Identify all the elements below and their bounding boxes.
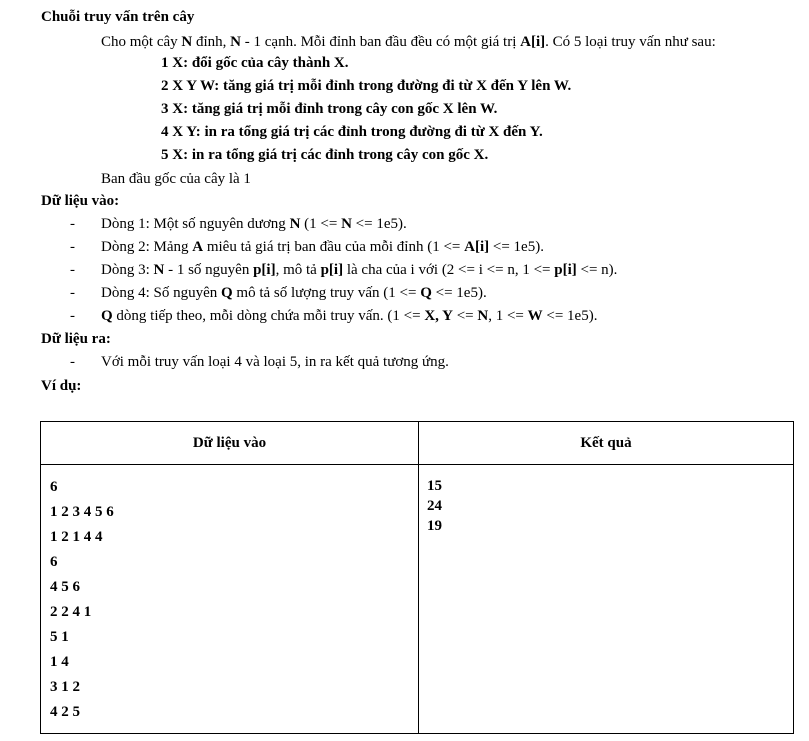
query-type-5: 5 X: in ra tổng giá trị các đỉnh trong cây con gốc X. xyxy=(161,147,489,163)
output-heading: Dữ liệu ra: xyxy=(41,331,111,347)
bullet-dash: - xyxy=(70,216,75,232)
input-line: 6 xyxy=(50,554,58,570)
input-line-2-desc xyxy=(101,237,544,257)
problem-title: Chuỗi truy vấn trên cây xyxy=(41,9,195,25)
text-bold: X, Y xyxy=(424,308,453,324)
example-heading: Ví dụ: xyxy=(41,378,82,394)
input-line: 1 2 3 4 5 6 xyxy=(50,504,114,520)
query-type-4: 4 X Y: in ra tổng giá trị các đỉnh trong đường đi từ X đến Y. xyxy=(161,124,543,140)
output-line: 24 xyxy=(427,498,442,514)
header-input: Dữ liệu vào xyxy=(41,422,419,465)
query-type-2: 2 X Y W: tăng giá trị mỗi đỉnh trong đường đi từ X đến Y lên W. xyxy=(161,78,572,94)
input-line: 3 1 2 xyxy=(50,679,80,695)
text-part: là cha của i với (2 <= i <= n, 1 <= xyxy=(343,262,555,278)
output-desc: Với mỗi truy vấn loại 4 và loại 5, in ra kết quả tương ứng. xyxy=(101,354,449,370)
intro-n-bold: N xyxy=(230,34,242,50)
initial-root-text: Ban đầu gốc của cây là 1 xyxy=(101,171,251,187)
text-part: Dòng 1: Một số nguyên dương xyxy=(101,216,290,232)
output-cell xyxy=(419,465,794,734)
query-type-1: 1 X: đổi gốc của cây thành X. xyxy=(161,55,349,71)
text-part: , 1 <= xyxy=(488,308,528,324)
intro-part: Cho một cây xyxy=(101,34,182,50)
text-bold: Q xyxy=(221,285,233,301)
text-part: <= 1e5). xyxy=(431,285,487,301)
query-type-3: 3 X: tăng giá trị mỗi đỉnh trong cây con gốc X lên W. xyxy=(161,101,498,117)
text-part: Dòng 2: Mảng xyxy=(101,239,193,255)
input-line: 1 2 1 4 4 xyxy=(50,529,103,545)
input-heading: Dữ liệu vào: xyxy=(41,193,120,209)
table-row xyxy=(41,465,794,734)
intro-text xyxy=(101,32,716,52)
text-bold: W xyxy=(527,308,543,324)
text-bold: N xyxy=(477,308,489,324)
input-lines xyxy=(41,465,418,725)
text-part: <= n). xyxy=(576,262,618,278)
intro-a-bold: A[i] xyxy=(520,34,546,50)
text-part: <= xyxy=(452,308,478,324)
text-part: Dòng 3: xyxy=(101,262,154,278)
example-table xyxy=(40,421,794,734)
input-line-3-desc xyxy=(101,260,617,280)
output-line: 19 xyxy=(427,518,442,534)
input-line: 6 xyxy=(50,479,58,495)
bullet-dash: - xyxy=(70,262,75,278)
output-line: 15 xyxy=(427,478,442,494)
text-part: , mô tả xyxy=(275,262,321,278)
input-line: 1 4 xyxy=(50,654,69,670)
input-line: 5 1 xyxy=(50,629,69,645)
input-line-5-desc xyxy=(101,306,597,326)
text-bold: Q xyxy=(420,285,432,301)
table-header-row xyxy=(41,422,794,465)
intro-n-bold: N xyxy=(181,34,193,50)
text-part: mô tả số lượng truy vấn (1 <= xyxy=(232,285,421,301)
text-part: <= 1e5). xyxy=(351,216,407,232)
text-bold: A[i] xyxy=(464,239,490,255)
text-bold: N xyxy=(289,216,301,232)
text-part: <= 1e5). xyxy=(489,239,544,255)
input-line-4-desc xyxy=(101,283,487,303)
input-cell xyxy=(41,465,419,734)
text-bold: p[i] xyxy=(554,262,577,278)
text-bold: Q xyxy=(101,308,113,324)
text-bold: p[i] xyxy=(320,262,344,278)
input-line-1-desc xyxy=(101,214,407,234)
input-line: 2 2 4 1 xyxy=(50,604,92,620)
bullet-dash: - xyxy=(70,285,75,301)
header-output: Kết quả xyxy=(419,422,794,465)
text-bold: A xyxy=(192,239,204,255)
bullet-dash: - xyxy=(70,239,75,255)
text-part: miêu tả giá trị ban đầu của mỗi đỉnh (1 <= xyxy=(203,239,465,255)
bullet-dash: - xyxy=(70,354,75,370)
input-line: 4 5 6 xyxy=(50,579,80,595)
output-lines xyxy=(419,465,793,536)
intro-part: đỉnh, xyxy=(192,34,231,50)
text-part: Dòng 4: Số nguyên xyxy=(101,285,221,301)
intro-part: . Có 5 loại truy vấn như sau: xyxy=(545,34,716,50)
text-part: - 1 số nguyên xyxy=(164,262,254,278)
text-part: dòng tiếp theo, mỗi dòng chứa mỗi truy vấn. (1 <= xyxy=(112,308,425,324)
input-line: 4 2 5 xyxy=(50,704,80,720)
text-bold: p[i] xyxy=(253,262,276,278)
intro-part: - 1 cạnh. Mỗi đỉnh ban đầu đều có một giá trị xyxy=(241,34,521,50)
bullet-dash: - xyxy=(70,308,75,324)
text-bold: N xyxy=(153,262,165,278)
text-part: (1 <= xyxy=(300,216,342,232)
text-bold: N xyxy=(341,216,352,232)
text-part: <= 1e5). xyxy=(542,308,598,324)
